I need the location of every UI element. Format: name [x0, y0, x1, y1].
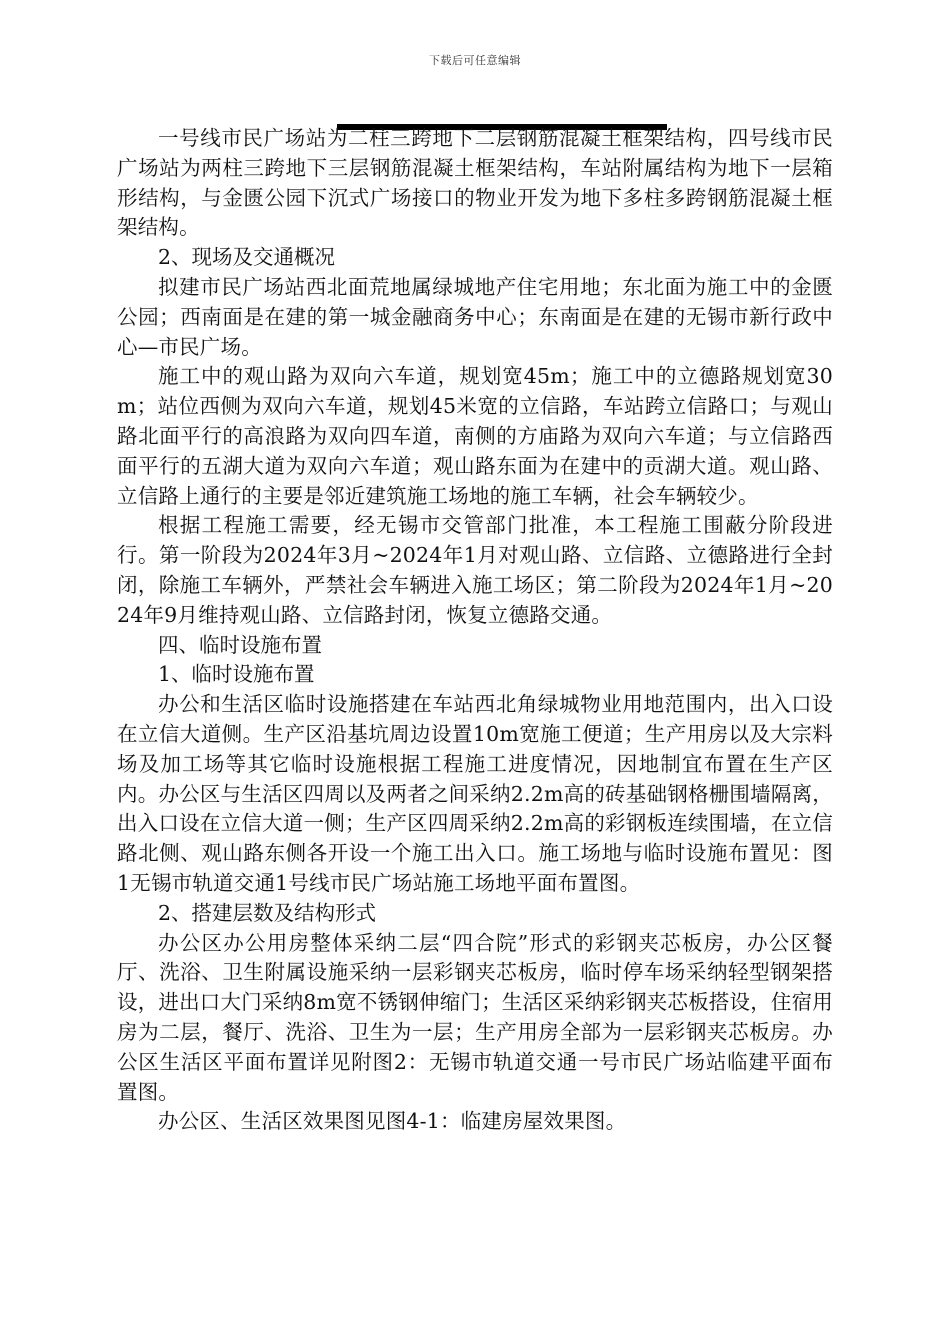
paragraph-surroundings: 拟建市民广场站西北面荒地属绿城地产住宅用地；东北面为施工中的金匮公园；西南面是在建的第一城金融商务中心；东南面是在建的无锡市新行政中心—市民广场。 — [117, 274, 833, 359]
paragraph-structure-form: 办公区办公用房整体采纳二层“四合院”形式的彩钢夹芯板房，办公区餐厅、洗浴、卫生附属设施采纳一层彩钢夹芯板房，临时停车场采纳轻型钢架搭设，进出口大门采纳8m宽不锈钢伸缩门；生活区采纳彩钢夹芯板搭设，住宿用房为二层，餐厅、洗浴、卫生为一层；生产用房全部为一层彩钢夹芯板房。办公区生活区平面布置详见附图2：无锡市轨道交通一号市民广场站临建平面布置图。 — [117, 930, 833, 1104]
paragraph-phases: 根据工程施工需要，经无锡市交管部门批准，本工程施工围蔽分阶段进行。第一阶段为2024年3月~2024年1月对观山路、立信路、立德路进行全封闭，除施工车辆外，严禁社会车辆进入施工场区；第二阶段为2024年1月~2024年9月维持观山路、立信路封闭，恢复立德路交通。 — [117, 513, 833, 627]
header-note: 下载后可任意编辑 — [429, 54, 521, 67]
paragraph-rendering-ref: 办公区、生活区效果图见图4-1：临建房屋效果图。 — [158, 1109, 627, 1134]
heading-site-traffic: 2、现场及交通概况 — [158, 245, 336, 270]
heading-structure-form: 2、搭建层数及结构形式 — [158, 900, 377, 925]
heading-facility-layout: 1、临时设施布置 — [158, 662, 315, 687]
paragraph-facility-layout: 办公和生活区临时设施搭建在车站西北角绿城物业用地范围内，出入口设在立信大道侧。生产区沿基坑周边设置10m宽施工便道；生产用房以及大宗料场及加工场等其它临时设施根据工程施工进度情况，因地制宜布置在生产区内。办公区与生活区四周以及两者之间采纳2.2m高的砖基础钢格栅围墙隔离，出入口设在立信大道一侧；生产区四周采纳2.2m高的彩钢板连续围墙，在立信路北侧、观山路东侧各开设一个施工出入口。施工场地与临时设施布置见：图1无锡市轨道交通1号线市民广场站施工场地平面布置图。 — [117, 692, 833, 895]
paragraph-structure: 一号线市民广场站为二柱三跨地下二层钢筋混凝土框架结构，四号线市民广场站为两柱三跨地下三层钢筋混凝土框架结构，车站附属结构为地下一层箱形结构，与金匮公园下沉式广场接口的物业开发为地下多柱多跨钢筋混凝土框架结构。 — [117, 126, 833, 240]
paragraph-roads: 施工中的观山路为双向六车道，规划宽45m；施工中的立德路规划宽30m；站位西侧为双向六车道，规划45米宽的立信路，车站跨立信路口；与观山路北面平行的高浪路为双向四车道，南侧的方庙路为双向六车道；与立信路西面平行的五湖大道为双向六车道；观山路东面为在建中的贡湖大道。观山路、立信路上通行的主要是邻近建筑施工场地的施工车辆，社会车辆较少。 — [117, 364, 833, 508]
document-body — [117, 124, 833, 1137]
heading-temporary-facilities: 四、临时设施布置 — [158, 632, 322, 657]
